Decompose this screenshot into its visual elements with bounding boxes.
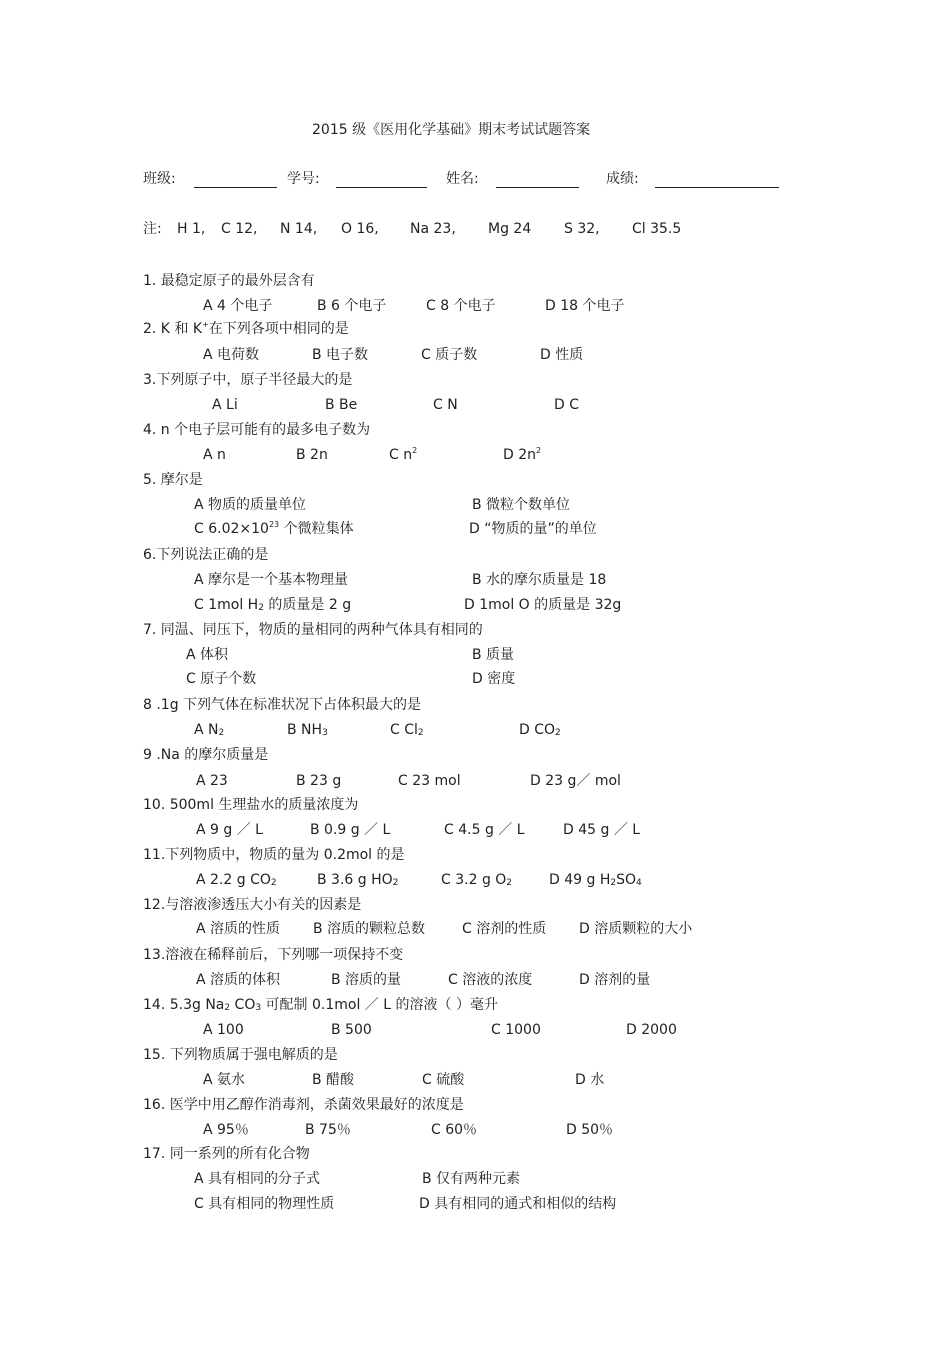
atomic-mass: Mg 24 — [488, 221, 532, 237]
question-9-option-c: C 23 mol — [398, 773, 461, 789]
atomic-mass: H 1, — [177, 221, 206, 237]
question-13-option-d: D 溶剂的量 — [579, 972, 651, 988]
question-4-option-b: B 2n — [296, 447, 328, 463]
question-8-option-a: A N2 — [194, 722, 225, 738]
question-6-stem: 6.下列说法正确的是 — [143, 547, 269, 563]
question-12-stem: 12.与溶液渗透压大小有关的因素是 — [143, 897, 362, 913]
question-10-option-d: D 45 g ／ L — [563, 822, 641, 838]
question-16-option-a: A 95％ — [203, 1122, 249, 1138]
question-4-option-c: C $n^2$ — [389, 446, 418, 463]
class-label: 班级: — [143, 171, 176, 187]
question-12-option-b: B 溶质的颗粒总数 — [313, 921, 426, 937]
question-1-stem: 1. 最稳定原子的最外层含有 — [143, 273, 315, 289]
atomic-mass: S 32, — [564, 221, 600, 237]
question-5-option-c: C $6.02\times 10^{23}$ 个微粒集体 — [194, 520, 354, 537]
question-5-option-a: A 物质的质量单位 — [194, 497, 307, 513]
question-3-option-b: B Be — [325, 397, 358, 413]
note-label: 注: — [143, 221, 162, 237]
question-8-stem: 8 .1g 下列气体在标准状况下占体积最大的是 — [143, 697, 422, 713]
question-6-option-a: A 摩尔是一个基本物理量 — [194, 572, 349, 588]
atomic-mass: Cl 35.5 — [632, 221, 682, 237]
question-5-option-d: D “物质的量”的单位 — [469, 521, 597, 537]
question-12-option-a: A 溶质的性质 — [196, 921, 281, 937]
score-label: 成绩: — [606, 171, 639, 187]
question-13-option-a: A 溶质的体积 — [196, 972, 281, 988]
question-6-option-b: B 水的摩尔质量是 18 — [472, 572, 607, 588]
question-4-option-d: D $2n^2$ — [503, 446, 542, 463]
question-14-option-d: D 2000 — [626, 1022, 677, 1038]
question-6-option-c: C 1mol H2 的质量是 2 g — [194, 597, 352, 613]
name-label: 姓名: — [446, 171, 479, 187]
question-7-option-a: A 体积 — [186, 647, 229, 663]
name-field[interactable] — [496, 187, 579, 188]
question-17-option-b: B 仅有两种元素 — [422, 1171, 521, 1187]
question-7-option-b: B 质量 — [472, 647, 515, 663]
question-12-option-c: C 溶剂的性质 — [462, 921, 547, 937]
question-6-option-d: D 1mol O 的质量是 32g — [464, 597, 622, 613]
question-3-stem: 3.下列原子中，原子半径最大的是 — [143, 372, 353, 388]
question-16-option-d: D 50％ — [566, 1122, 614, 1138]
question-9-option-d: D 23 g／ mol — [530, 773, 621, 789]
question-2-stem: 2. K 和 K+在下列各项中相同的是 — [143, 320, 349, 337]
question-1-option-b: B 6 个电子 — [317, 298, 387, 314]
question-17-option-c: C 具有相同的物理性质 — [194, 1196, 335, 1212]
question-1-option-d: D 18 个电子 — [545, 298, 625, 314]
question-17-option-a: A 具有相同的分子式 — [194, 1171, 321, 1187]
question-3-option-c: C N — [433, 397, 458, 413]
question-7-stem: 7. 同温、同压下，物质的量相同的两种气体具有相同的 — [143, 622, 483, 638]
question-9-option-a: A 23 — [196, 773, 228, 789]
question-8-option-b: B NH3 — [287, 722, 328, 738]
question-13-option-c: C 溶液的浓度 — [448, 972, 533, 988]
question-1-option-a: A 4 个电子 — [203, 298, 273, 314]
atomic-mass: N 14, — [280, 221, 318, 237]
question-16-stem: 16. 医学中用乙醇作消毒剂，杀菌效果最好的浓度是 — [143, 1097, 464, 1113]
question-5-stem: 5. 摩尔是 — [143, 472, 203, 488]
question-10-option-c: C 4.5 g ／ L — [444, 822, 525, 838]
question-11-option-a: A 2.2 g CO2 — [196, 872, 277, 888]
question-16-option-c: C 60％ — [431, 1122, 478, 1138]
question-11-option-c: C 3.2 g O2 — [441, 872, 513, 888]
question-15-stem: 15. 下列物质属于强电解质的是 — [143, 1047, 338, 1063]
question-9-option-b: B 23 g — [296, 773, 342, 789]
question-7-option-d: D 密度 — [472, 671, 516, 687]
question-15-option-d: D 水 — [575, 1072, 605, 1088]
question-10-option-a: A 9 g ／ L — [196, 822, 263, 838]
page-title: 2015 级《医用化学基础》期末考试试题答案 — [312, 122, 591, 138]
question-13-option-b: B 溶质的量 — [331, 972, 402, 988]
id-label: 学号: — [287, 171, 320, 187]
question-12-option-d: D 溶质颗粒的大小 — [579, 921, 693, 937]
question-17-stem: 17. 同一系列的所有化合物 — [143, 1146, 310, 1162]
question-15-option-b: B 醋酸 — [312, 1072, 355, 1088]
question-14-option-c: C 1000 — [491, 1022, 541, 1038]
score-field[interactable] — [655, 187, 779, 188]
question-14-stem: 14. 5.3g Na2 CO3 可配制 0.1mol ／ L 的溶液（ ）毫升 — [143, 997, 498, 1013]
question-16-option-b: B 75％ — [305, 1122, 351, 1138]
class-field[interactable] — [194, 187, 277, 188]
question-14-option-a: A 100 — [203, 1022, 244, 1038]
atomic-mass: O 16, — [341, 221, 379, 237]
question-2-option-a: A 电荷数 — [203, 347, 260, 363]
question-8-option-d: D CO2 — [519, 722, 561, 738]
question-2-option-d: D 性质 — [540, 347, 584, 363]
question-10-option-b: B 0.9 g ／ L — [310, 822, 391, 838]
question-3-option-d: D C — [554, 397, 580, 413]
atomic-mass: Na 23, — [410, 221, 456, 237]
question-8-option-c: C Cl2 — [390, 722, 424, 738]
question-14-option-b: B 500 — [331, 1022, 372, 1038]
question-15-option-c: C 硫酸 — [422, 1072, 465, 1088]
question-1-option-c: C 8 个电子 — [426, 298, 496, 314]
question-2-option-b: B 电子数 — [312, 347, 369, 363]
question-11-stem: 11.下列物质中，物质的量为 0.2mol 的是 — [143, 847, 405, 863]
question-15-option-a: A 氨水 — [203, 1072, 246, 1088]
question-2-option-c: C 质子数 — [421, 347, 478, 363]
question-7-option-c: C 原子个数 — [186, 671, 257, 687]
id-field[interactable] — [336, 187, 427, 188]
question-5-option-b: B 微粒个数单位 — [472, 497, 571, 513]
atomic-mass: C 12, — [221, 221, 258, 237]
question-17-option-d: D 具有相同的通式和相似的结构 — [419, 1196, 617, 1212]
question-13-stem: 13.溶液在稀释前后，下列哪一项保持不变 — [143, 947, 404, 963]
question-4-option-a: A n — [203, 447, 226, 463]
question-3-option-a: A Li — [212, 397, 238, 413]
question-11-option-b: B 3.6 g HO2 — [317, 872, 399, 888]
question-11-option-d: D 49 g H2SO4 — [549, 872, 642, 888]
question-4-stem: 4. n 个电子层可能有的最多电子数为 — [143, 422, 371, 438]
question-9-stem: 9 .Na 的摩尔质量是 — [143, 747, 269, 763]
question-10-stem: 10. 500ml 生理盐水的质量浓度为 — [143, 797, 359, 813]
